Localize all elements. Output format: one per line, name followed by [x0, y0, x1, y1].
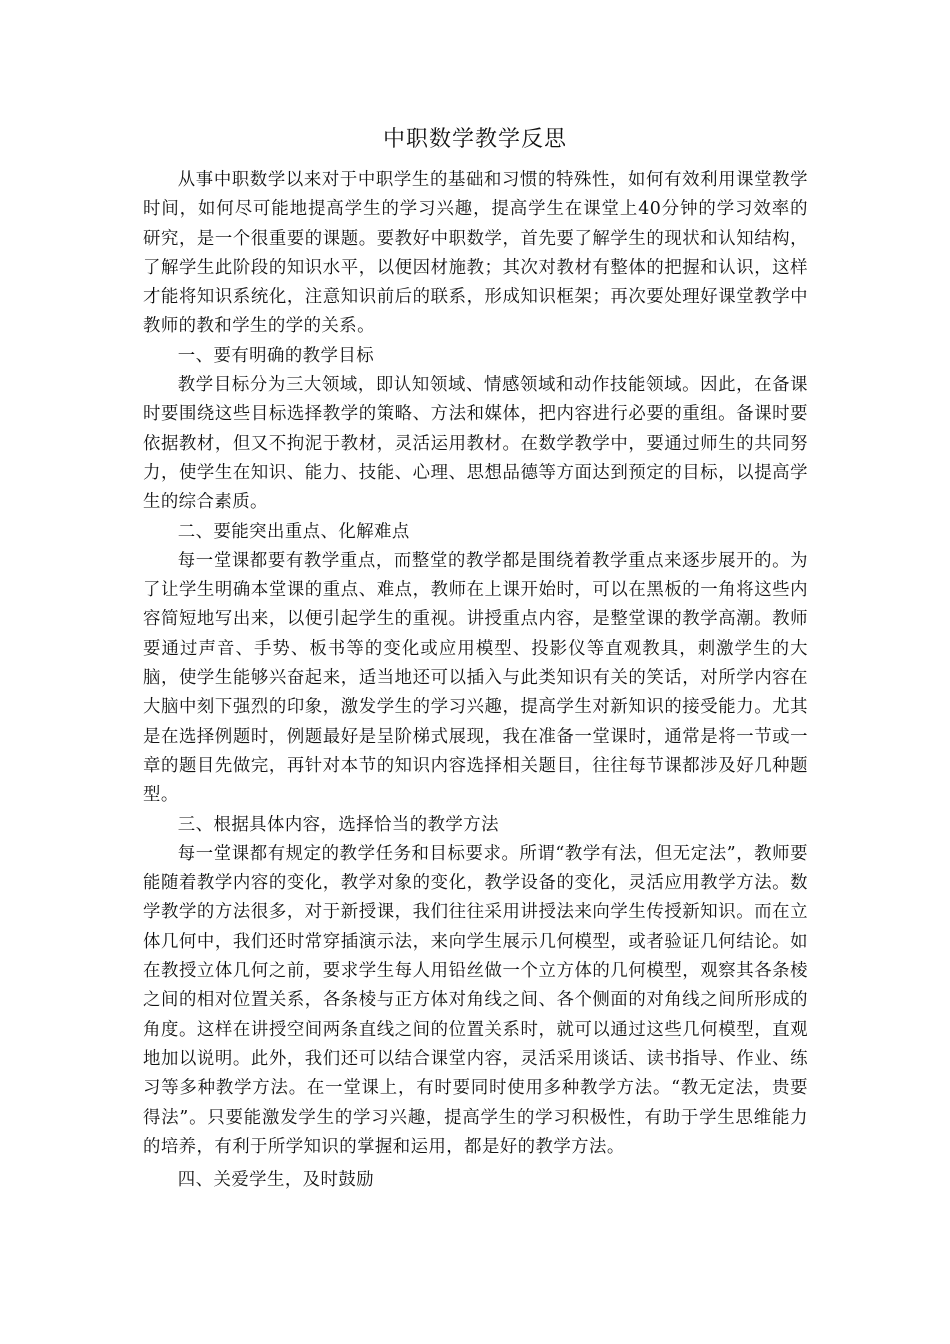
section-2-heading: 二、要能突出重点、化解难点	[177, 521, 410, 542]
section-2-paragraph: 每一堂课都要有教学重点，而整堂的教学都是围绕着教学重点来逐步展开的。为了让学生明确本堂课的重点、难点，教师在上课开始时，可以在黑板的一角将这些内容简短地写出来，以便引起学生的重视。讲授重点内容，是整堂课的教学高潮。教师要通过声音、手势、板书等的变化或应用模型、投影仪等直观教具，刺激学生的大脑，使学生能够兴奋起来，适当地还可以插入与此类知识有关的笑话，对所学内容在大脑中刻下强烈的印象，激发学生的学习兴趣，提高学生对新知识的接受能力。尤其是在选择例题时，例题最好是呈阶梯式展现，我在准备一堂课时，通常是将一节或一章的题目先做完，再针对本节的知识内容选择相关题目，往往每节课都涉及好几种题型。	[143, 550, 808, 806]
document-body	[143, 166, 808, 1195]
section-3-paragraph: 每一堂课都有规定的教学任务和目标要求。所谓“教学有法，但无定法”，教师要能随着教学内容的变化，教学对象的变化，教学设备的变化，灵活应用教学方法。数学教学的方法很多，对于新授课，我们往往采用讲授法来向学生传授新知识。而在立体几何中，我们还时常穿插演示法，来向学生展示几何模型，或者验证几何结论。如在教授立体几何之前，要求学生每人用铅丝做一个立方体的几何模型，观察其各条棱之间的相对位置关系，各条棱与正方体对角线之间、各个侧面的对角线之间所形成的角度。这样在讲授空间两条直线之间的位置关系时，就可以通过这些几何模型，直观地加以说明。此外，我们还可以结合课堂内容，灵活采用谈话、读书指导、作业、练习等多种教学方法。在一堂课上，有时要同时使用多种教学方法。“教无定法，贵要得法”。只要能激发学生的学习兴趣，提高学生的学习积极性，有助于学生思维能力的培养，有利于所学知识的掌握和运用，都是好的教学方法。	[143, 843, 808, 1157]
section-1-paragraph: 教学目标分为三大领域，即认知领域、情感领域和动作技能领域。因此，在备课时要围绕这些目标选择教学的策略、方法和媒体，把内容进行必要的重组。备课时要依据教材，但又不拘泥于教材，灵活运用教材。在数学教学中，要通过师生的共同努力，使学生在知识、能力、技能、心理、思想品德等方面达到预定的目标，以提高学生的综合素质。	[143, 375, 808, 513]
section-4-heading: 四、关爱学生，及时鼓励	[177, 1170, 375, 1191]
section-3-heading: 三、根据具体内容，选择恰当的教学方法	[177, 814, 499, 835]
section-1-heading: 一、要有明确的教学目标	[177, 345, 375, 366]
document-title: 中职数学教学反思	[382, 127, 567, 152]
intro-paragraph: 从事中职数学以来对于中职学生的基础和习惯的特殊性，如何有效利用课堂教学时间，如何尽可能地提高学生的学习兴趣，提高学生在课堂上40分钟的学习效率的研究，是一个很重要的课题。要教好中职数学，首先要了解学生的现状和认知结构，了解学生此阶段的知识水平，以便因材施教；其次对教材有整体的把握和认识，这样才能将知识系统化，注意知识前后的联系，形成知识框架；再次要处理好课堂教学中教师的教和学生的学的关系。	[143, 170, 808, 337]
